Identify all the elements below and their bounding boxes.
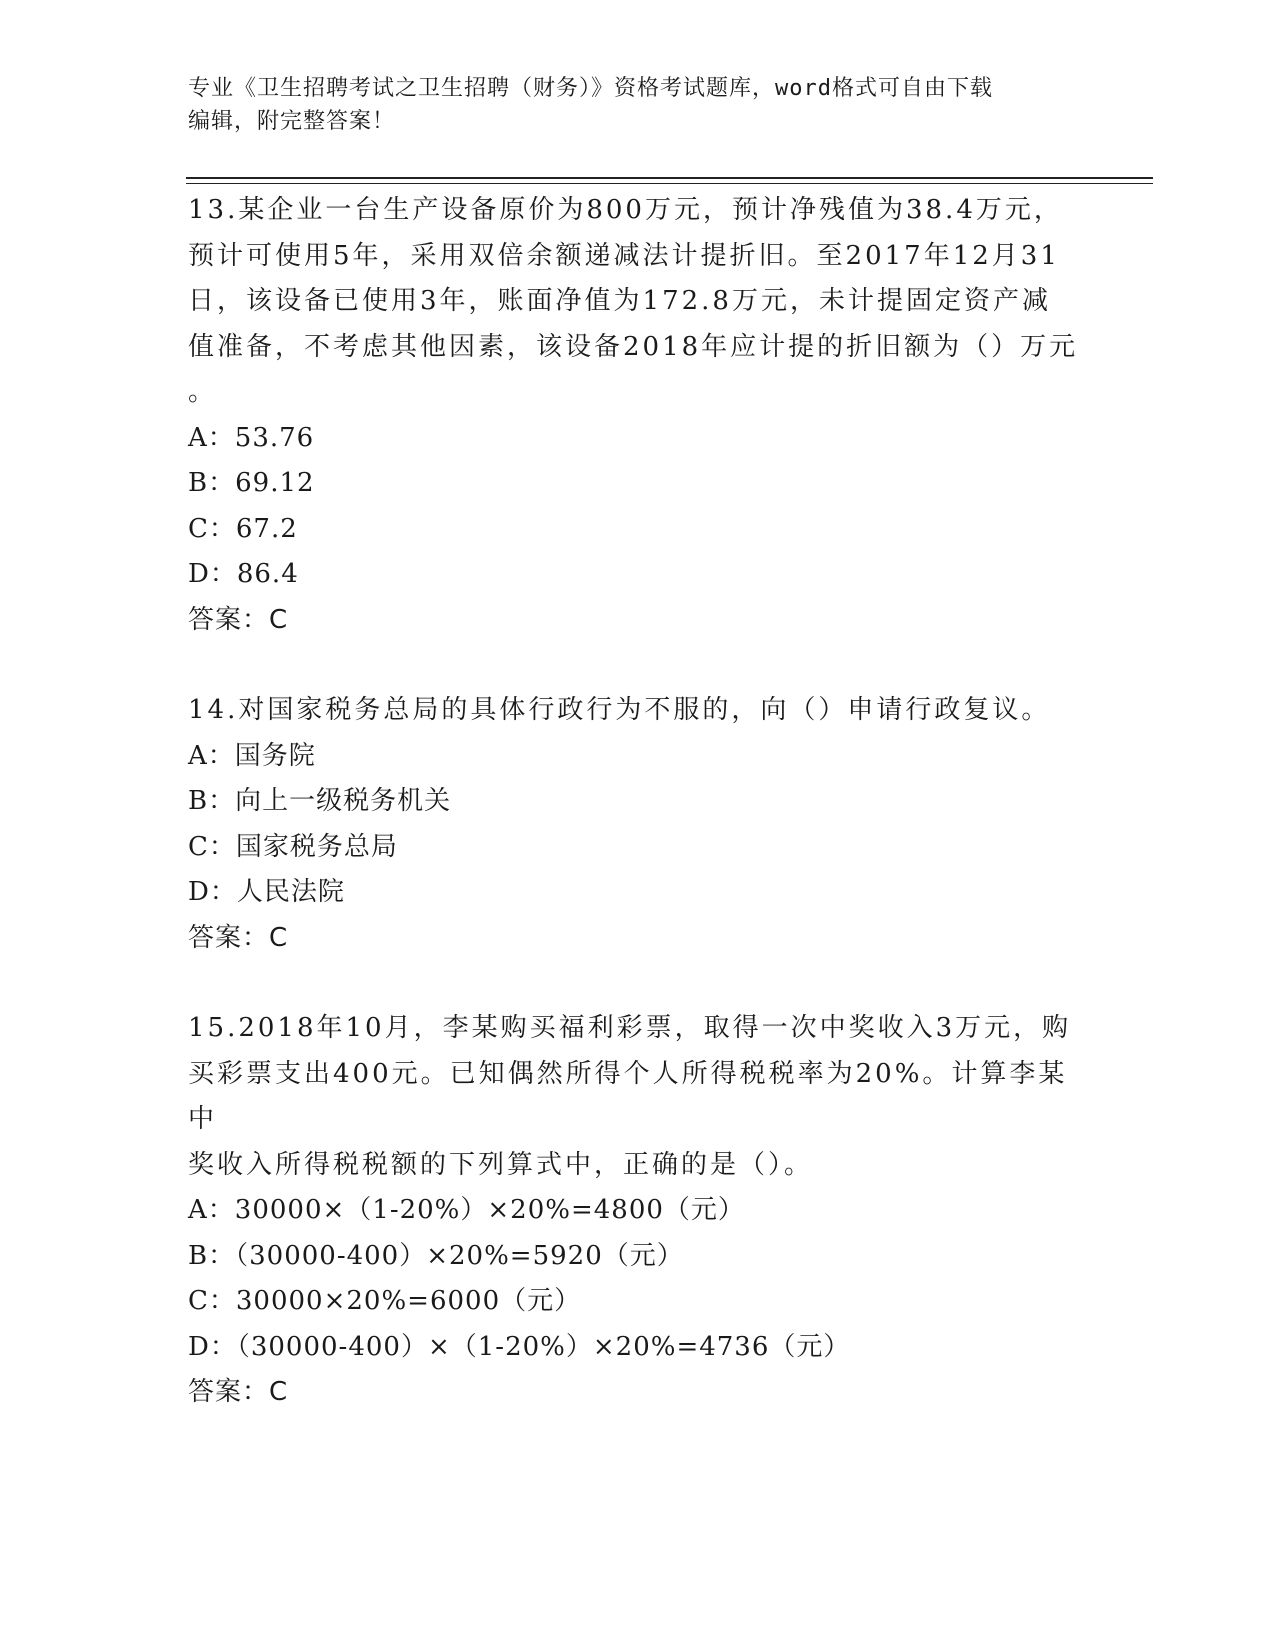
option-d: D：人民法院 [188,877,345,907]
question-list [188,188,1088,1461]
option-b: B：69.12 [188,468,315,498]
option-c: C：30000×20%=6000（元） [188,1286,582,1316]
question-13 [188,188,1088,643]
option-b: B：（30000-400）×20%=5920（元） [188,1240,684,1271]
question-stem-line: 买彩票支出400元。已知偶然所得个人所得税税率为20%。计算李某中 [188,1058,1068,1134]
question-stem-line: 13.某企业一台生产设备原价为800万元，预计净残值为38.4万元， [188,195,1063,225]
header-line-2: 编辑，附完整答案！ [188,109,396,134]
header-line-1: 专业《卫生招聘考试之卫生招聘（财务）》资格考试题库，word格式可自由下载 [188,76,993,101]
question-stem-line: 日，该设备已使用3年，账面净值为172.8万元，未计提固定资产减 [188,286,1051,316]
answer-line: 答案：C [188,1377,289,1407]
question-stem-line: 14.对国家税务总局的具体行政行为不服的，向（）申请行政复议。 [188,695,1051,725]
question-stem-line: 预计可使用5年，采用双倍余额递减法计提折旧。至2017年12月31 [188,240,1060,271]
option-a: A：国务院 [188,740,316,771]
question-14 [188,688,1088,961]
question-stem-line: 值准备，不考虑其他因素，该设备2018年应计提的折旧额为（）万元 [188,331,1079,362]
document-header [188,72,1088,138]
question-stem-line: 15.2018年10月，李某购买福利彩票，取得一次中奖收入3万元，购 [188,1013,1072,1043]
question-15 [188,1006,1088,1416]
question-stem-line: 。 [188,377,218,407]
answer-line: 答案：C [188,604,289,635]
header-divider-thin [186,183,1153,184]
answer-line: 答案：C [188,922,289,953]
option-a: A：53.76 [188,422,315,453]
option-c: C：67.2 [188,513,298,544]
option-c: C：国家税务总局 [188,831,398,862]
header-divider-thick [186,177,1153,179]
option-a: A：30000×（1-20%）×20%=4800（元） [188,1195,745,1225]
option-d: D：（30000-400）×（1-20%）×20%=4736（元） [188,1331,851,1362]
question-stem-line: 奖收入所得税税额的下列算式中，正确的是（）。 [188,1149,814,1180]
option-d: D：86.4 [188,559,299,589]
option-b: B：向上一级税务机关 [188,786,452,816]
